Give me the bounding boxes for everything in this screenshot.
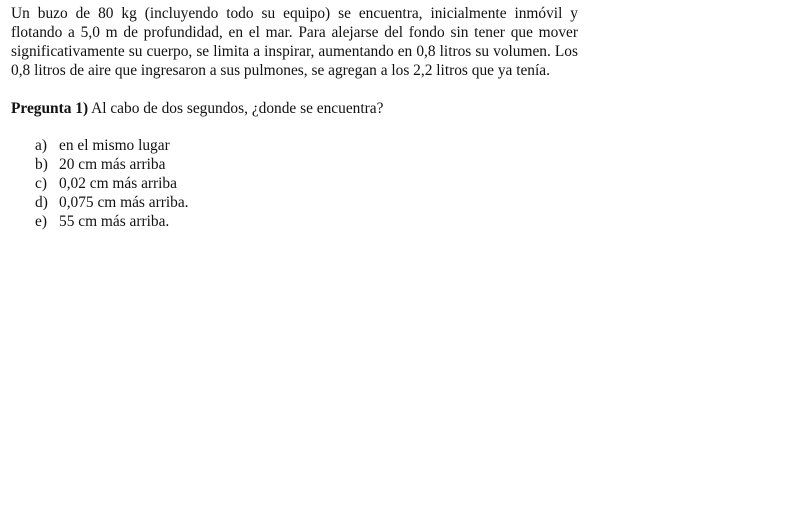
question-label: Pregunta 1) xyxy=(11,100,89,117)
question-text: Al cabo de dos segundos, ¿donde se encuentra? xyxy=(88,100,384,117)
option-letter: d) xyxy=(35,194,48,211)
question-line xyxy=(11,99,578,118)
answer-options xyxy=(35,136,578,231)
option-letter: b) xyxy=(35,156,48,173)
option-text: 55 cm más arriba. xyxy=(59,213,170,230)
answer-option-e xyxy=(35,212,578,231)
document-body xyxy=(11,4,578,231)
answer-option-c xyxy=(35,174,578,193)
option-text: 0,02 cm más arriba xyxy=(59,175,177,192)
option-letter: a) xyxy=(35,137,47,154)
problem-paragraph: Un buzo de 80 kg (incluyendo todo su equipo) se encuentra, inicialmente inmóvil y flotando a 5,0 m de profundidad, en el mar. Para alejarse del fondo sin tener que mover significativamente su cuerpo, se limita a inspirar, aumentando en 0,8 litros su volumen. Los 0,8 litros de aire que ingresaron a sus pulmones, se agregan a los 2,2 litros que ya tenía. xyxy=(11,5,578,79)
option-text: 0,075 cm más arriba. xyxy=(59,194,189,211)
option-letter: e) xyxy=(35,213,47,230)
option-letter: c) xyxy=(35,175,47,192)
option-text: en el mismo lugar xyxy=(59,137,170,154)
answer-option-d xyxy=(35,193,578,212)
answer-option-b xyxy=(35,155,578,174)
answer-option-a xyxy=(35,136,578,155)
option-text: 20 cm más arriba xyxy=(59,156,166,173)
